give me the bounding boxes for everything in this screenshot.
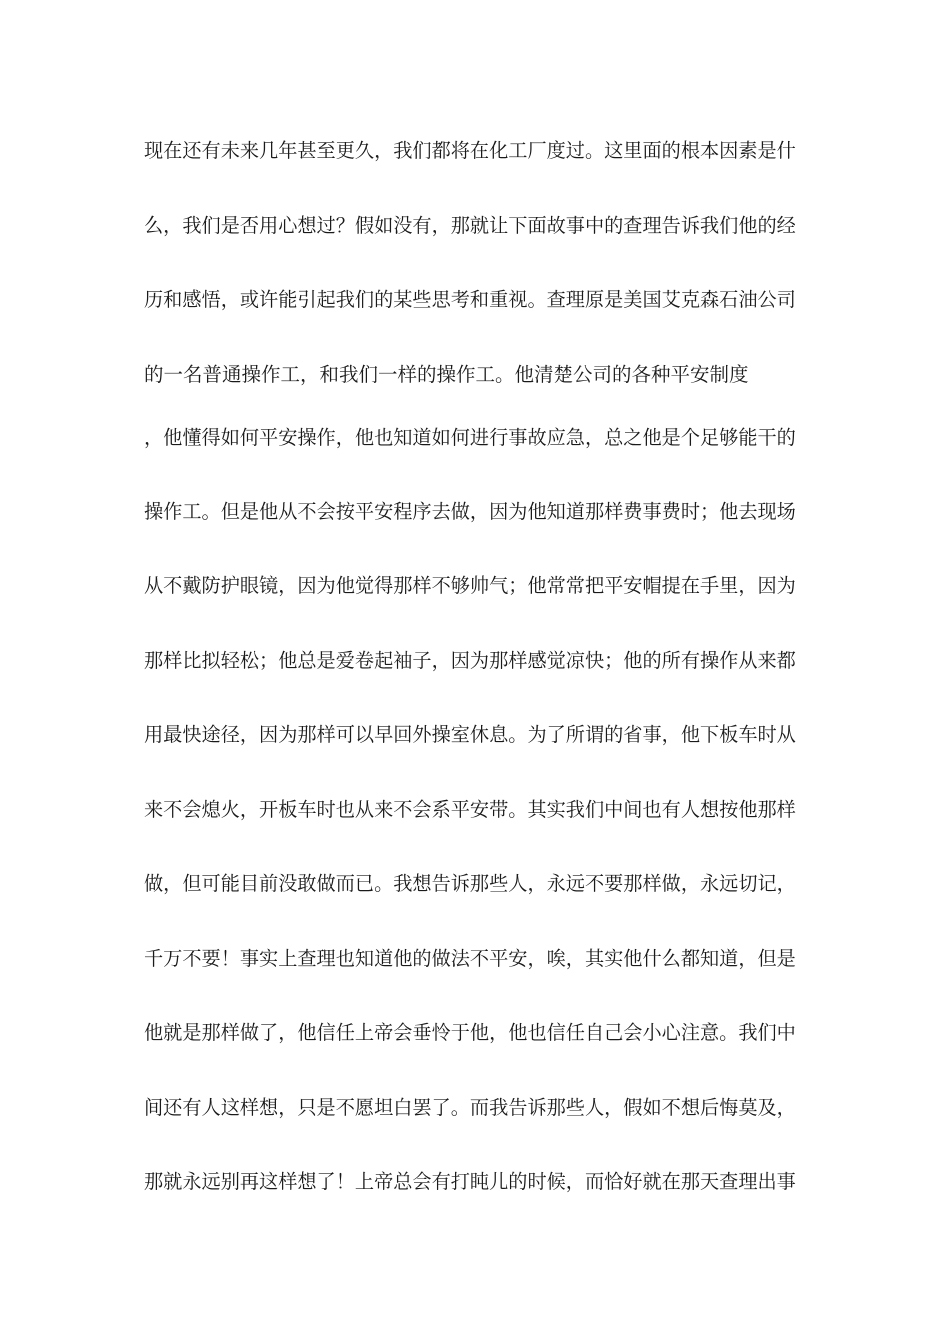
text-line-6: 操作工。但是他从不会按平安程序去做，因为他知道那样费事费时；他去现场 [144, 500, 796, 523]
text-line-2: 么，我们是否用心想过？假如没有，那就让下面故事中的查理告诉我们他的经 [144, 214, 796, 237]
text-line-12: 千万不要！事实上查理也知道他的做法不平安，唉，其实他什么都知道，但是 [144, 947, 796, 970]
text-line-10: 来不会熄火，开板车时也从来不会系平安带。其实我们中间也有人想按他那样 [144, 798, 796, 821]
text-line-5: ，他懂得如何平安操作，他也知道如何进行事故应急，总之他是个足够能干的 [144, 426, 796, 449]
text-line-13: 他就是那样做了，他信任上帝会垂怜于他，他也信任自己会小心注意。我们中 [144, 1021, 796, 1044]
text-line-8: 那样比拟轻松；他总是爱卷起袖子，因为那样感觉凉快；他的所有操作从来都 [144, 649, 796, 672]
text-line-1: 现在还有未来几年甚至更久，我们都将在化工厂度过。这里面的根本因素是什 [144, 139, 796, 162]
text-line-4: 的一名普通操作工，和我们一样的操作工。他清楚公司的各种平安制度 [144, 363, 749, 386]
text-line-7: 从不戴防护眼镜，因为他觉得那样不够帅气；他常常把平安帽提在手里，因为 [144, 574, 796, 597]
text-line-14: 间还有人这样想，只是不愿坦白罢了。而我告诉那些人，假如不想后悔莫及， [144, 1096, 796, 1119]
text-line-11: 做，但可能目前没敢做而已。我想告诉那些人，永远不要那样做，永远切记， [144, 872, 796, 895]
text-line-3: 历和感悟，或许能引起我们的某些思考和重视。查理原是美国艾克森石油公司 [144, 288, 796, 311]
text-line-9: 用最快途径，因为那样可以早回外操室休息。为了所谓的省事，他下板车时从 [144, 723, 796, 746]
text-line-15: 那就永远别再这样想了！上帝总会有打盹儿的时候，而恰好就在那天查理出事 [144, 1170, 796, 1193]
